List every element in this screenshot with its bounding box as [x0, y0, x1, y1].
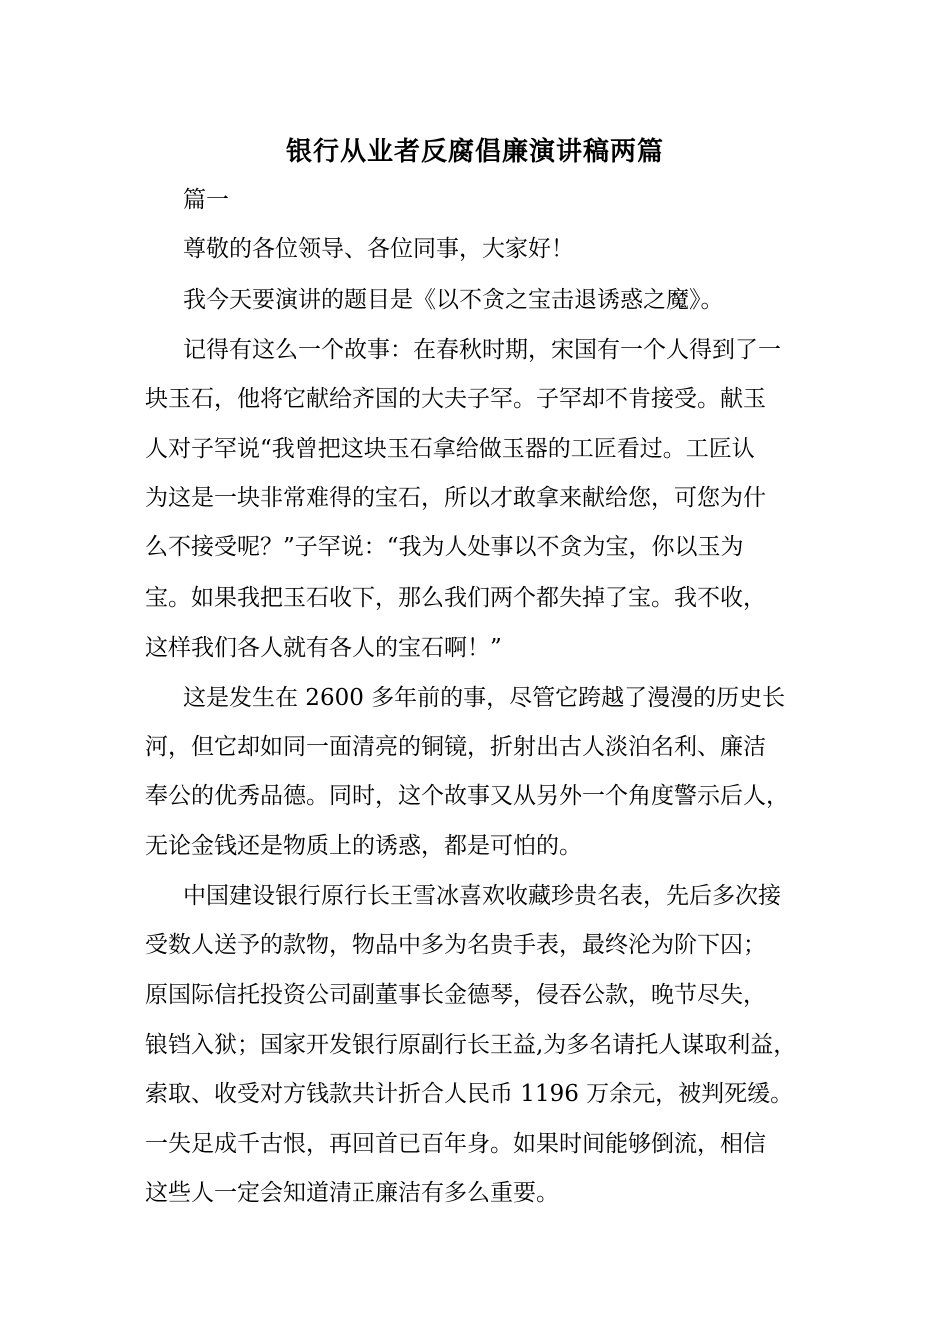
paragraph-line: 块玉石，他将它献给齐国的大夫子罕。子罕却不肯接受。献玉: [145, 386, 766, 412]
paragraph-line: 尊敬的各位领导、各位同事，大家好！: [183, 236, 574, 262]
paragraph-line: 无论金钱还是物质上的诱惑，都是可怕的。: [145, 833, 582, 859]
paragraph-line: 这些人一定会知道清正廉洁有多么重要。: [145, 1180, 559, 1206]
paragraph-line: 原国际信托投资公司副董事长金德琴，侵吞公款，晚节尽失，: [145, 982, 766, 1008]
paragraph-line: 索取、收受对方钱款共计折合人民币 1196 万余元，被判死缓。: [145, 1081, 794, 1107]
paragraph-line: 锒铛入狱；国家开发银行原副行长王益,为多名请托人谋取利益，: [145, 1032, 797, 1058]
paragraph-line: 奉公的优秀品德。同时，这个故事又从另外一个角度警示后人，: [145, 783, 789, 809]
paragraph-line: 中国建设银行原行长王雪冰喜欢收藏珍贵名表，先后多次接: [183, 883, 781, 909]
document-title: 银行从业者反腐倡廉演讲稿两篇: [285, 137, 664, 167]
section-heading: 篇一: [183, 187, 229, 213]
paragraph-line: 一失足成千古恨，再回首已百年身。如果时间能够倒流，相信: [145, 1131, 766, 1157]
paragraph-line: 这是发生在 2600 多年前的事，尽管它跨越了漫漫的历史长: [183, 685, 786, 711]
paragraph-line: 记得有这么一个故事：在春秋时期，宋国有一个人得到了一: [183, 337, 781, 363]
paragraph-line: 这样我们各人就有各人的宝石啊！”: [145, 635, 502, 661]
paragraph-line: 我今天要演讲的题目是《以不贪之宝击退诱惑之魔》。: [183, 287, 724, 313]
paragraph-line: 为这是一块非常难得的宝石，所以才敢拿来献给您，可您为什: [145, 485, 766, 511]
paragraph-line: 么不接受呢？”子罕说：“我为人处事以不贪为宝，你以玉为: [145, 534, 744, 560]
paragraph-line: 宝。如果我把玉石收下，那么我们两个都失掉了宝。我不收，: [145, 585, 766, 611]
paragraph-line: 河，但它却如同一面清亮的铜镜，折射出古人淡泊名利、廉洁: [145, 734, 766, 760]
paragraph-line: 受数人送予的款物，物品中多为名贵手表，最终沦为阶下囚；: [145, 932, 766, 958]
paragraph-line: 人对子罕说“我曾把这块玉石拿给做玉器的工匠看过。工匠认: [145, 436, 755, 462]
